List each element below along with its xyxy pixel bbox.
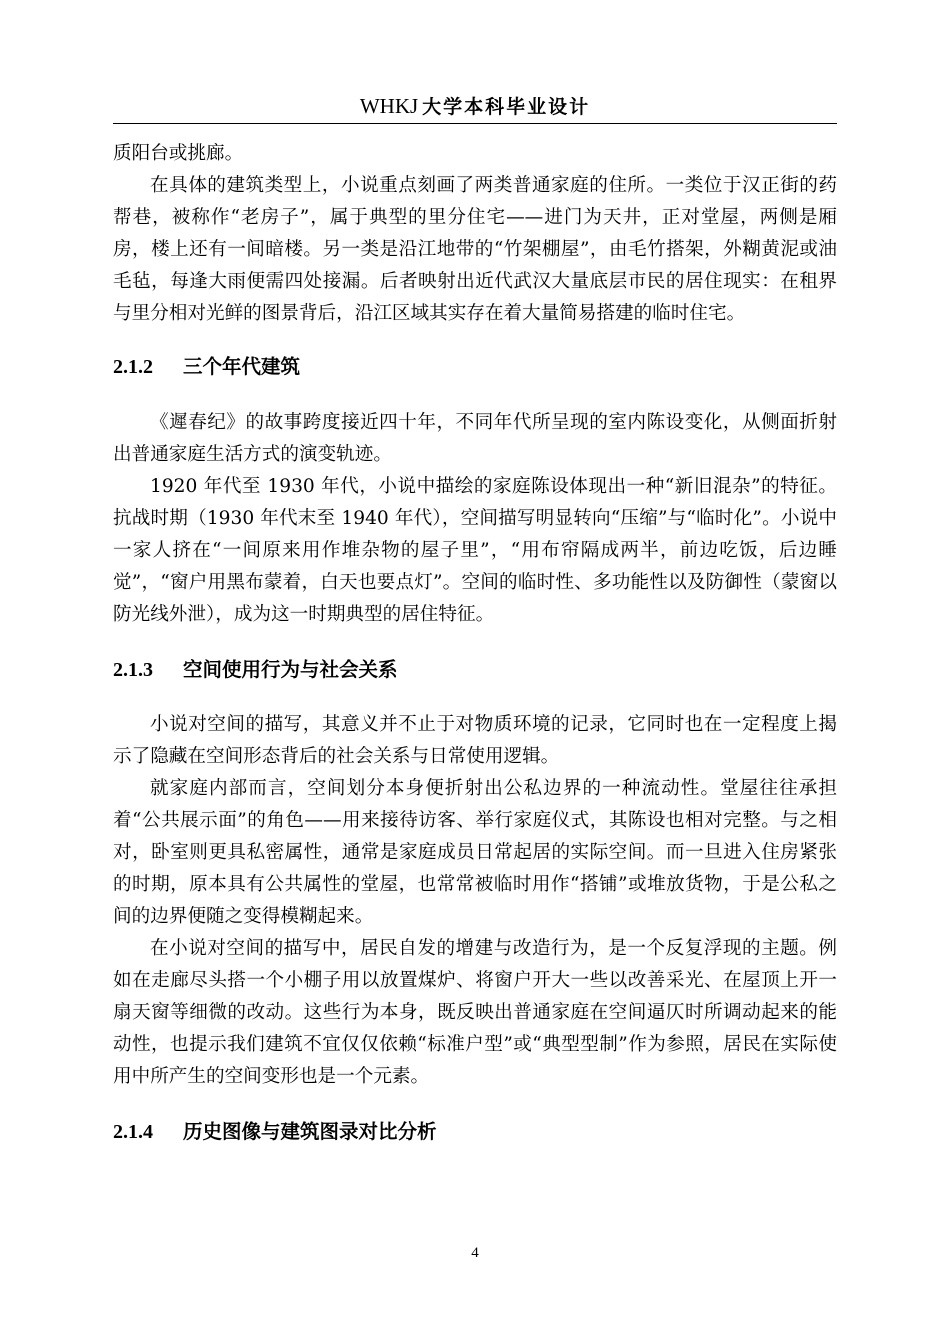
paragraph-continuation: 质阳台或挑廊。	[113, 143, 244, 164]
section-heading-2-1-3	[113, 655, 837, 685]
section-number: 2.1.4	[113, 1121, 153, 1143]
section-heading-2-1-4	[113, 1117, 837, 1147]
section-title: 空间使用行为与社会关系	[183, 658, 398, 681]
page-body	[113, 138, 837, 1147]
paragraph-space-meaning: 小说对空间的描写，其意义并不止于对物质环境的记录，它同时也在一定程度上揭示了隐藏在空间形态背后的社会关系与日常使用逻辑。	[113, 714, 837, 767]
section-title: 历史图像与建筑图录对比分析	[183, 1120, 437, 1143]
header-title: 大学本科毕业设计	[422, 96, 591, 118]
paragraph-self-built: 在小说对空间的描写中，居民自发的增建与改造行为，是一个反复浮现的主题。例如在走廊尽头搭一个小棚子用以放置煤炉、将窗户开大一些以改善采光、在屋顶上开一扇天窗等细微的改动。这些行为本身，既反映出普通家庭在空间逼仄时所调动起来的能动性，也提示我们建筑不宜仅仅依赖“标准户型”或“典型型制”作为参照，居民在实际使用中所产生的空间变形也是一个元素。	[113, 938, 837, 1087]
page-header	[113, 90, 837, 124]
section-title: 三个年代建筑	[183, 355, 301, 378]
section-number: 2.1.3	[113, 659, 153, 681]
paragraph-eras: 1920 年代至 1930 年代，小说中描绘的家庭陈设体现出一种“新旧混杂”的特征。抗战时期（1930 年代末至 1940 年代），空间描写明显转向“压缩”与“临时化”。小说中一家人挤在“一间原来用作堆杂物的屋子里”，“用布帘隔成两半，前边吃饭，后边睡觉”，“窗户用黑布蒙着，白天也要点灯”。空间的临时性、多功能性以及防御性（蒙窗以防光线外泄），成为这一时期典型的居住特征。	[113, 476, 837, 625]
paragraph-building-types: 在具体的建筑类型上，小说重点刻画了两类普通家庭的住所。一类位于汉正街的药帮巷，被称作“老房子”，属于典型的里分住宅——进门为天井，正对堂屋，两侧是厢房，楼上还有一间暗楼。另一类是沿江地带的“竹架棚屋”，由毛竹搭架，外糊黄泥或油毛毡，每逢大雨便需四处接漏。后者映射出近代武汉大量底层市民的居住现实：在租界与里分相对光鲜的图景背后，沿江区域其实存在着大量简易搭建的临时住宅。	[113, 175, 837, 324]
paragraph-public-private: 就家庭内部而言，空间划分本身便折射出公私边界的一种流动性。堂屋往往承担着“公共展示面”的角色——用来接待访客、举行家庭仪式，其陈设也相对完整。与之相对，卧室则更具私密属性，通常是家庭成员日常起居的实际空间。而一旦进入住房紧张的时期，原本具有公共属性的堂屋，也常常被临时用作“搭铺”或堆放货物，于是公私之间的边界便随之变得模糊起来。	[113, 778, 837, 927]
page-number: 4	[471, 1245, 479, 1261]
paragraph-story-span: 《遲春纪》的故事跨度接近四十年，不同年代所呈现的室内陈设变化，从侧面折射出普通家庭生活方式的演变轨迹。	[113, 412, 837, 465]
section-heading-2-1-2	[113, 352, 837, 382]
header-latin: WHKJ	[359, 94, 419, 118]
section-number: 2.1.2	[113, 356, 153, 378]
